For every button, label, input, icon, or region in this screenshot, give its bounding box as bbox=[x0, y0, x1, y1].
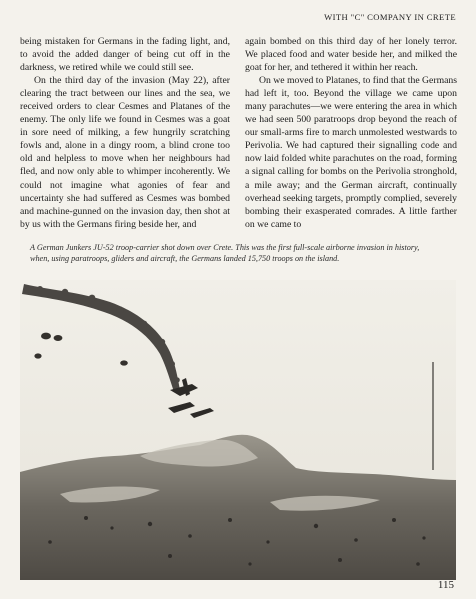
running-header: WITH "C" COMPANY IN CRETE bbox=[324, 12, 456, 22]
photo-caption: A German Junkers JU-52 troop-carrier shot down over Crete. This was the first full-scale airborne invasion in history, when, using paratroops, gliders and aircraft, the Germans landed 15,750 troops on the island. bbox=[30, 243, 420, 264]
crashing-aircraft-photo bbox=[20, 280, 456, 580]
page-number: 115 bbox=[437, 579, 454, 591]
right-paragraph-1: again bombed on this third day of her lonely terror. We placed food and water beside her, and milked the goat for her, and tethered it within her reach. bbox=[245, 36, 457, 74]
left-paragraph-1: being mistaken for Germans in the fading light, and, to avoid the added danger of being cut off in the darkness, we retired while we could still see. bbox=[20, 36, 230, 74]
right-text-column bbox=[245, 35, 457, 231]
left-text-column bbox=[20, 35, 230, 231]
left-paragraph-2: On the third day of the invasion (May 22), after clearing the tract between our lines and the sea, we received orders to clear Cesmes and Platanes of the enemy. The only life we found in Cesmes was a goat in sore need of milking, a few hungrily scratching fowls and, alone in a dingy room, a blind crone too old and helpless to move when her neighbours had fled, and now only able to whimper incoherently. We could not imagine what agonies of fear and uncertainty she had suffered as Cesmes was bombed and machine-gunned on the invasion day, then shot at by us with the Germans firing beside her, and bbox=[20, 75, 230, 230]
right-paragraph-2: On we moved to Platanes, to find that the Germans had left it, too. Beyond the village we came upon many parachutes—we were entering the area in which we had seen 500 paratroops drop beyond the reach of our small-arms fire to march unmolested westwards to Perivolia. We had captured their signalling code and now laid folded white parachutes on the road, forming a signal calling for bombs on the Perivolia stronghold, a mile away; and the German aircraft, continually overhead seeking targets, promptly complied, severely bombing their exasperated comrades. A little farther on we came to bbox=[245, 75, 458, 230]
